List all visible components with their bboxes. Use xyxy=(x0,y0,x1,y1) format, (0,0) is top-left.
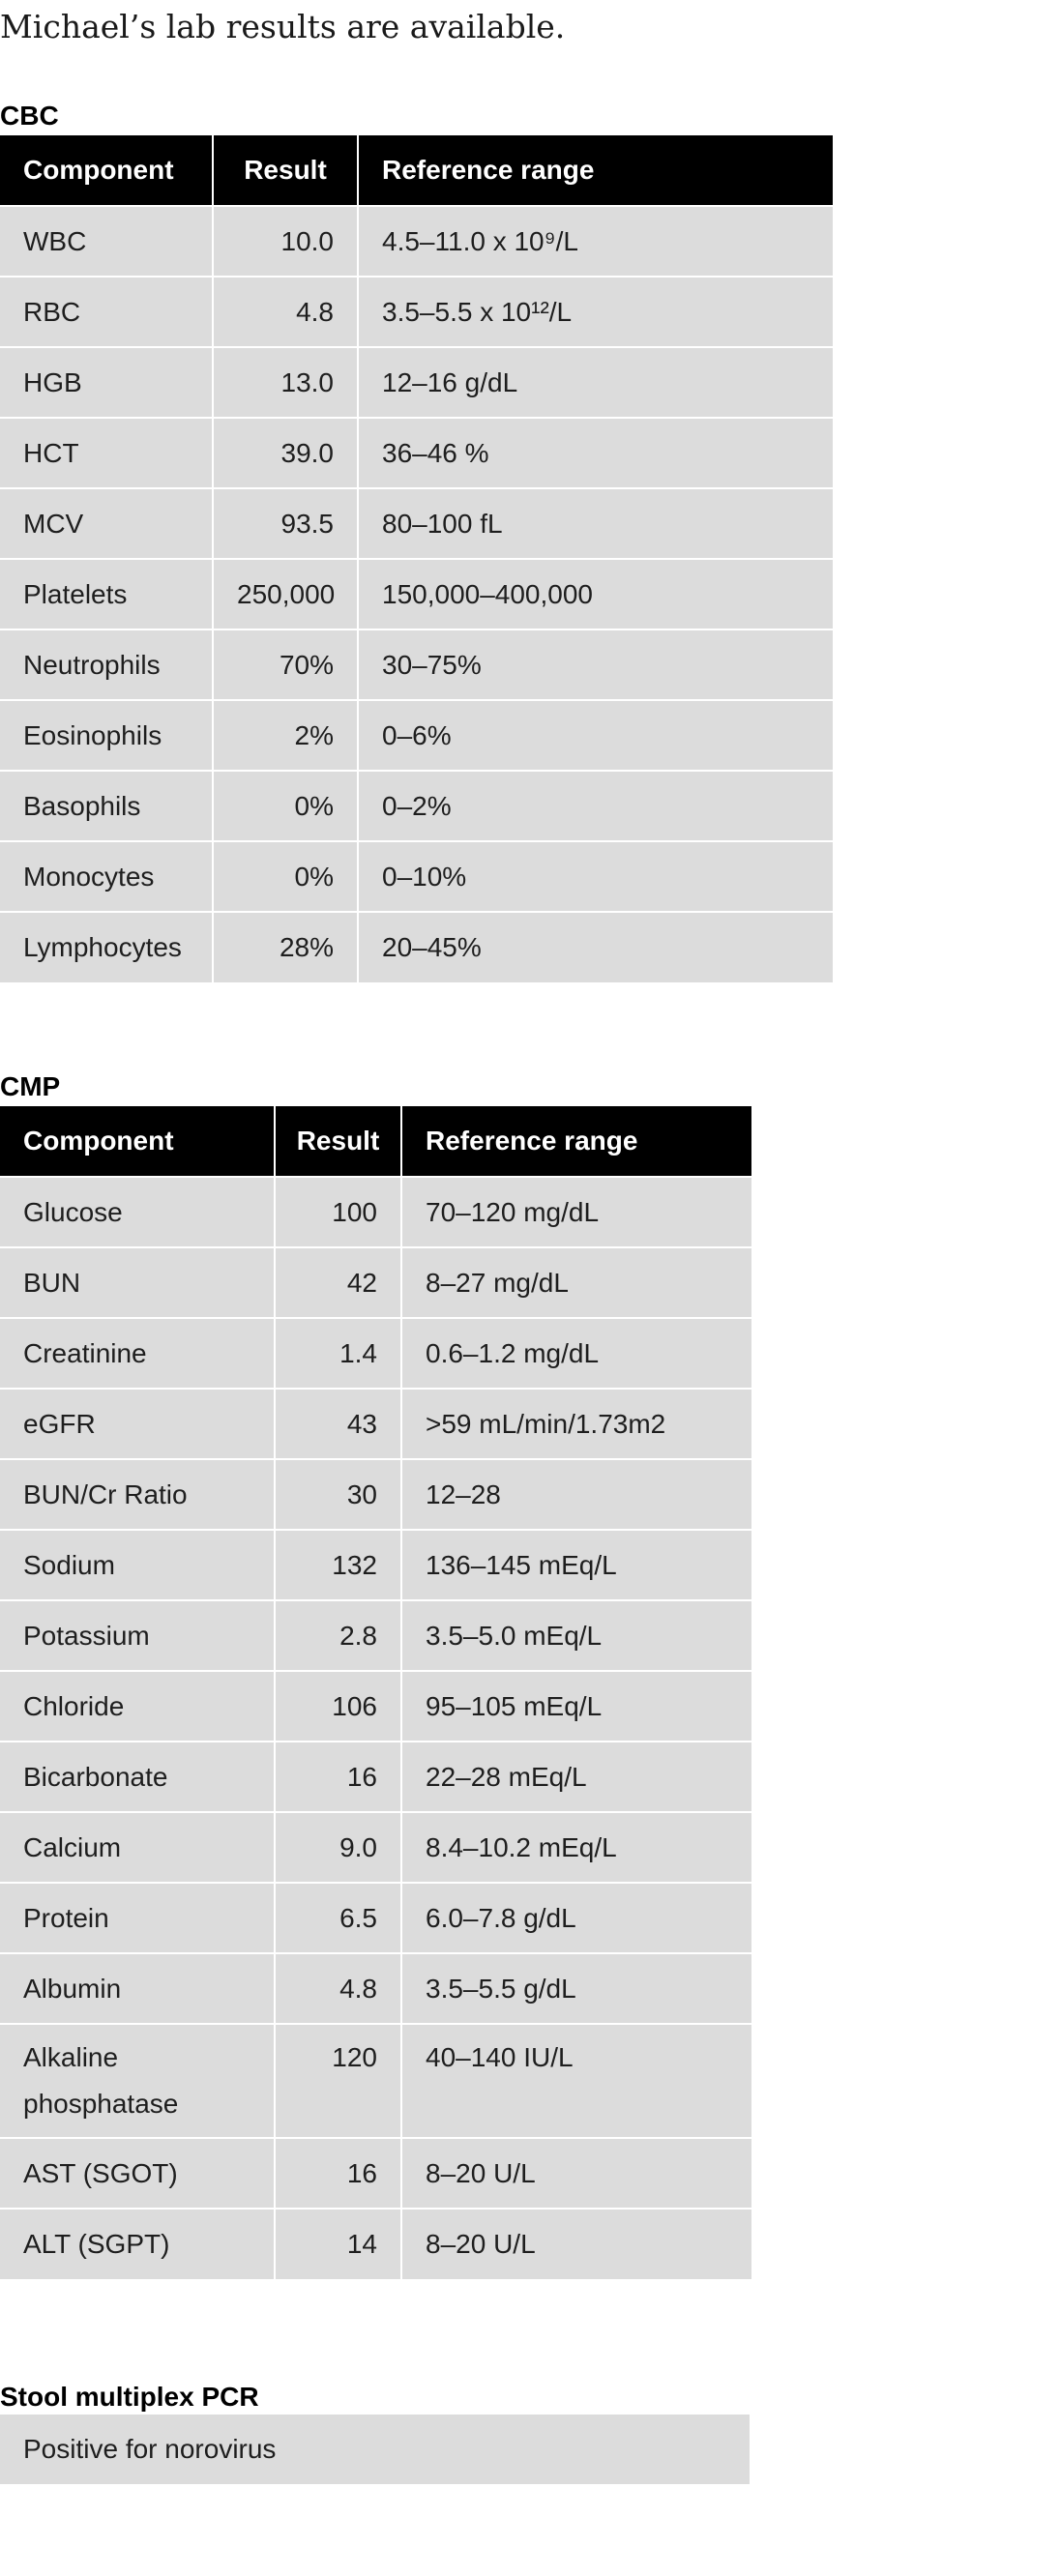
component-cell: Platelets xyxy=(0,559,213,629)
table-row xyxy=(0,1600,751,1671)
reference-range-cell: 30–75% xyxy=(358,629,833,700)
result-cell: 2% xyxy=(213,700,358,771)
component-cell: WBC xyxy=(0,206,213,277)
column-header-component: Component xyxy=(0,1106,275,1177)
result-cell: 106 xyxy=(275,1671,401,1742)
reference-range-cell: 95–105 mEq/L xyxy=(401,1671,751,1742)
result-cell: 14 xyxy=(275,2209,401,2279)
reference-range-cell: 8–20 U/L xyxy=(401,2209,751,2279)
result-cell: 0% xyxy=(213,841,358,912)
result-cell: 0% xyxy=(213,771,358,841)
cmp-table-body xyxy=(0,1177,751,2279)
result-cell: 16 xyxy=(275,2138,401,2209)
component-cell: Glucose xyxy=(0,1177,275,1247)
result-cell: 4.8 xyxy=(213,277,358,347)
reference-range-cell: 12–16 g/dL xyxy=(358,347,833,418)
cmp-section-title: CMP xyxy=(0,1071,61,1101)
reference-range-cell: 4.5–11.0 x 10⁹/L xyxy=(358,206,833,277)
reference-range-cell: 0–2% xyxy=(358,771,833,841)
reference-range-cell: 8–20 U/L xyxy=(401,2138,751,2209)
column-header-reference-range: Reference range xyxy=(358,135,833,206)
column-header-result: Result xyxy=(213,135,358,206)
cbc-section-title: CBC xyxy=(0,101,59,131)
result-cell: 30 xyxy=(275,1459,401,1530)
component-cell: HGB xyxy=(0,347,213,418)
component-cell: Protein xyxy=(0,1883,275,1953)
table-row xyxy=(0,2209,751,2279)
component-cell: Chloride xyxy=(0,1671,275,1742)
result-cell: 2.8 xyxy=(275,1600,401,1671)
component-cell: BUN/Cr Ratio xyxy=(0,1459,275,1530)
result-cell: 16 xyxy=(275,1742,401,1812)
table-row xyxy=(0,771,833,841)
reference-range-cell: 0.6–1.2 mg/dL xyxy=(401,1318,751,1389)
pcr-section-title: Stool multiplex PCR xyxy=(0,2382,259,2412)
reference-range-cell: >59 mL/min/1.73m2 xyxy=(401,1389,751,1459)
component-cell: Albumin xyxy=(0,1953,275,2024)
reference-range-cell: 150,000–400,000 xyxy=(358,559,833,629)
table-row xyxy=(0,1389,751,1459)
component-cell: HCT xyxy=(0,418,213,488)
table-row xyxy=(0,1459,751,1530)
table-row xyxy=(0,912,833,982)
intro-text: Michael’s lab results are available. xyxy=(0,8,566,45)
reference-range-cell: 80–100 fL xyxy=(358,488,833,559)
component-cell: RBC xyxy=(0,277,213,347)
component-cell: Monocytes xyxy=(0,841,213,912)
component-cell: Creatinine xyxy=(0,1318,275,1389)
reference-range-cell: 0–10% xyxy=(358,841,833,912)
table-row xyxy=(0,488,833,559)
cmp-header-row xyxy=(0,1106,751,1177)
table-row xyxy=(0,1177,751,1247)
reference-range-cell: 36–46 % xyxy=(358,418,833,488)
result-cell: 10.0 xyxy=(213,206,358,277)
table-row xyxy=(0,2024,751,2138)
column-header-result: Result xyxy=(275,1106,401,1177)
result-cell: 4.8 xyxy=(275,1953,401,2024)
result-cell: 43 xyxy=(275,1389,401,1459)
reference-range-cell: 6.0–7.8 g/dL xyxy=(401,1883,751,1953)
reference-range-cell: 0–6% xyxy=(358,700,833,771)
table-row xyxy=(0,1883,751,1953)
result-cell: 13.0 xyxy=(213,347,358,418)
component-cell: AST (SGOT) xyxy=(0,2138,275,2209)
component-cell: Alkaline phosphatase xyxy=(0,2024,275,2138)
pcr-result-box: Positive for norovirus xyxy=(0,2415,750,2484)
reference-range-cell: 12–28 xyxy=(401,1459,751,1530)
cbc-table-body xyxy=(0,206,833,982)
table-row xyxy=(0,841,833,912)
component-cell: ALT (SGPT) xyxy=(0,2209,275,2279)
reference-range-cell: 20–45% xyxy=(358,912,833,982)
table-row xyxy=(0,700,833,771)
reference-range-cell: 3.5–5.0 mEq/L xyxy=(401,1600,751,1671)
component-cell: Eosinophils xyxy=(0,700,213,771)
component-cell: Lymphocytes xyxy=(0,912,213,982)
table-row xyxy=(0,1671,751,1742)
table-row xyxy=(0,629,833,700)
table-row xyxy=(0,1247,751,1318)
cbc-table xyxy=(0,135,833,982)
column-header-reference-range: Reference range xyxy=(401,1106,751,1177)
result-cell: 39.0 xyxy=(213,418,358,488)
result-cell: 93.5 xyxy=(213,488,358,559)
component-cell: Bicarbonate xyxy=(0,1742,275,1812)
result-cell: 28% xyxy=(213,912,358,982)
result-cell: 120 xyxy=(275,2024,401,2138)
table-row xyxy=(0,1530,751,1600)
result-cell: 132 xyxy=(275,1530,401,1600)
table-row xyxy=(0,559,833,629)
reference-range-cell: 40–140 IU/L xyxy=(401,2024,751,2138)
reference-range-cell: 3.5–5.5 x 10¹²/L xyxy=(358,277,833,347)
component-cell: eGFR xyxy=(0,1389,275,1459)
reference-range-cell: 3.5–5.5 g/dL xyxy=(401,1953,751,2024)
result-cell: 9.0 xyxy=(275,1812,401,1883)
column-header-component: Component xyxy=(0,135,213,206)
result-cell: 250,000 xyxy=(213,559,358,629)
table-row xyxy=(0,206,833,277)
table-row xyxy=(0,418,833,488)
result-cell: 42 xyxy=(275,1247,401,1318)
table-row xyxy=(0,1953,751,2024)
component-cell: Neutrophils xyxy=(0,629,213,700)
component-cell: Basophils xyxy=(0,771,213,841)
cmp-table xyxy=(0,1106,751,2279)
result-cell: 6.5 xyxy=(275,1883,401,1953)
component-cell: MCV xyxy=(0,488,213,559)
reference-range-cell: 8.4–10.2 mEq/L xyxy=(401,1812,751,1883)
result-cell: 70% xyxy=(213,629,358,700)
reference-range-cell: 22–28 mEq/L xyxy=(401,1742,751,1812)
table-row xyxy=(0,1742,751,1812)
component-cell: Potassium xyxy=(0,1600,275,1671)
table-row xyxy=(0,277,833,347)
component-cell: Sodium xyxy=(0,1530,275,1600)
reference-range-cell: 136–145 mEq/L xyxy=(401,1530,751,1600)
table-row xyxy=(0,347,833,418)
component-cell: BUN xyxy=(0,1247,275,1318)
reference-range-cell: 70–120 mg/dL xyxy=(401,1177,751,1247)
result-cell: 100 xyxy=(275,1177,401,1247)
table-row xyxy=(0,2138,751,2209)
cbc-header-row xyxy=(0,135,833,206)
table-row xyxy=(0,1318,751,1389)
table-row xyxy=(0,1812,751,1883)
result-cell: 1.4 xyxy=(275,1318,401,1389)
component-cell: Calcium xyxy=(0,1812,275,1883)
reference-range-cell: 8–27 mg/dL xyxy=(401,1247,751,1318)
